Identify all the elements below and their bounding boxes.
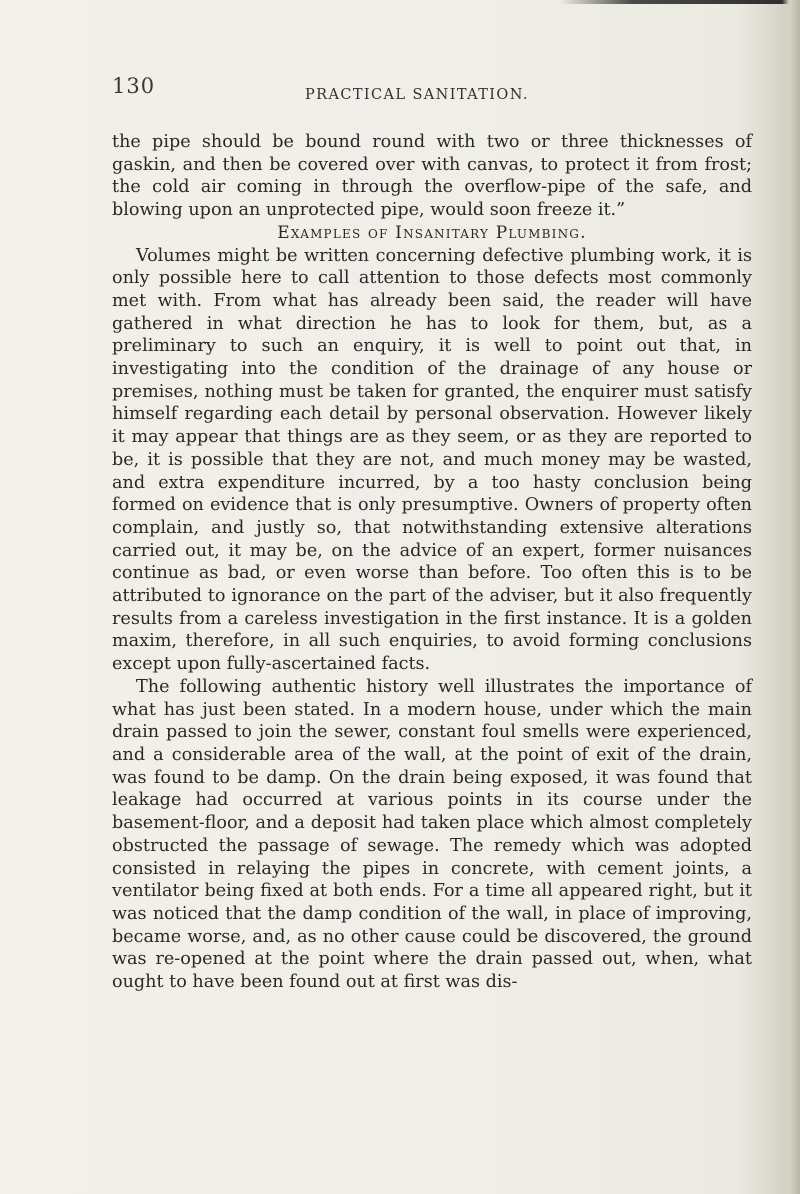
continuation-paragraph: the pipe should be bound round with two or three thicknesses of gaskin, and then be covered over with canvas, to protect it from frost; the cold air coming in through the overflow-pipe of the safe, and blowing upon an unprotected pipe, would soon freeze it.” <box>112 132 752 221</box>
section-heading: Examples of Insanitary Plumbing. <box>277 222 587 243</box>
top-edge-shadow <box>560 0 800 4</box>
paragraph-2: The following authentic history well illustrates the importance of what has just been stated. In a modern house, under which the main drain passed to join the sewer, constant foul smells were experienced, and a considerable area of the wall, at the point of exit of the drain, was found to be damp. On the drain being exposed, it was found that leakage had occurred at various points in its course under the basement-floor, and a deposit had taken place which almost completely obstructed the passage of sewage. The remedy which was adopted consisted in relaying the pipes in concrete, with cement joints, a ventilator being fixed at both ends. For a time all appeared right, but it was noticed that the damp condition of the wall, in place of improving, became worse, and, as no other cause could be discovered, the ground was re-opened at the point where the drain passed out, when, what ought to have been found out at first was dis- <box>112 676 752 993</box>
page-number: 130 <box>112 74 156 98</box>
paragraph-1: Volumes might be written concerning defective plumbing work, it is only possible here to call attention to those defects most commonly met with. From what has already been said, the reader will have gathered in what direction he has to look for them, but, as a preliminary to such an enquiry, it is well to point out that, in investigating into the condition of the drainage of any house or premises, nothing must be taken for granted, the enquirer must satisfy himself regarding each detail by personal observation. However likely it may appear that things are as they seem, or as they are reported to be, it is possible that they are not, and much money may be wasted, and extra expenditure incurred, by a too hasty conclusion being formed on evidence that is only presumptive. Owners of property often complain, and justly so, that notwithstanding extensive alterations carried out, it may be, on the advice of an expert, former nuisances continue as bad, or even worse than before. Too often this is to be attributed to ignorance on the part of the adviser, but it also frequently results from a careless investigation in the first instance. It is a golden maxim, therefore, in all such enquiries, to avoid forming conclusions except upon fully-ascertained facts. <box>112 245 752 675</box>
running-head: PRACTICAL SANITATION. <box>305 87 529 103</box>
page-header <box>112 74 752 106</box>
body-text <box>112 131 752 994</box>
page-edge-shadow <box>782 0 800 1194</box>
